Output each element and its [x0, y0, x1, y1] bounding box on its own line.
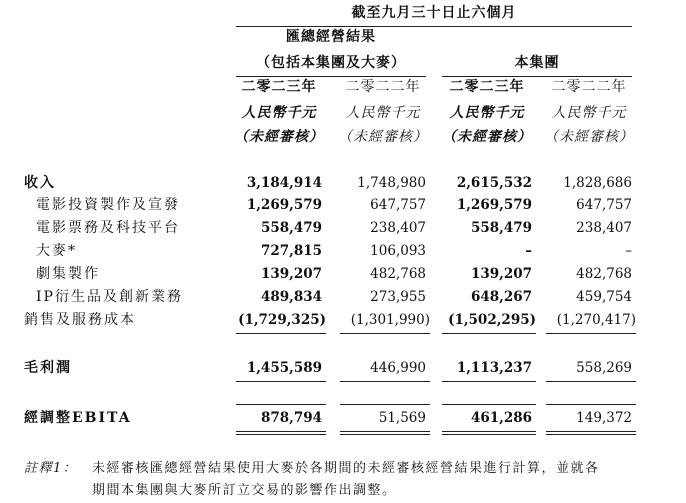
combined-title-underline	[236, 76, 426, 77]
row-drama-col1: 139,207	[260, 266, 322, 282]
row-ticketing-label: 電影票務及科技平台	[36, 220, 180, 236]
ebita-double-rule-col4-b	[546, 434, 636, 435]
row-ticketing-col4: 238,407	[576, 220, 632, 236]
ebita-double-rule-col2-a	[340, 431, 430, 432]
cost-underline-col1	[236, 333, 326, 334]
row-revenue-col3: 2,615,532	[456, 175, 532, 191]
gp-underline-col3	[442, 381, 536, 382]
ebita-double-rule-col3-a	[442, 431, 536, 432]
row-cost-label: 銷售及服務成本	[24, 312, 136, 328]
row-ticketing-col1: 558,479	[260, 220, 322, 236]
gp-underline-col4	[546, 381, 636, 382]
group-title: 本集團	[514, 55, 560, 71]
row-ebita-col2: 51,569	[378, 410, 426, 426]
row-cost-col2: (1,301,990)	[350, 312, 430, 328]
row-ip-col2: 273,955	[370, 289, 426, 305]
note-line-1: 未經審核匯總經營結果使用大麥於各期間的未經審核經營結果進行計算，並就各	[92, 461, 600, 476]
cost-underline-col4	[546, 333, 636, 334]
col1-year: 二零二三年	[241, 79, 317, 95]
note-line-2: 期間本集團與大麥所訂立交易的影響作出調整。	[92, 483, 397, 498]
col4-audit: （未經審核）	[544, 129, 634, 145]
period-underline	[236, 26, 632, 27]
row-cost-col4: (1,270,417)	[556, 312, 636, 328]
combined-results-title: 匯總經營結果	[286, 29, 376, 45]
row-revenue-col4: 1,828,686	[563, 175, 632, 191]
group-title-underline	[442, 76, 632, 77]
row-damai-col2: 106,093	[370, 243, 426, 259]
cost-underline-col3	[442, 333, 536, 334]
row-ip-col1: 489,834	[260, 289, 322, 305]
ebita-double-rule-col3-b	[442, 434, 536, 435]
cost-underline-col2	[340, 333, 430, 334]
row-damai-col3: –	[525, 243, 532, 259]
row-film-investment-col1: 1,269,579	[246, 197, 322, 213]
ebita-double-rule-col1-a	[236, 431, 326, 432]
ebita-overline-col1	[236, 404, 326, 405]
col3-audit: （未經審核）	[442, 129, 532, 145]
row-gross-profit-col1: 1,455,589	[246, 360, 322, 376]
row-film-investment-col4: 647,757	[576, 197, 632, 213]
row-film-investment-label: 電影投資製作及宣發	[36, 197, 180, 213]
row-ebita-label: 經調整EBITA	[24, 410, 132, 426]
row-ticketing-col3: 558,479	[470, 220, 532, 236]
row-ip-col4: 459,754	[576, 289, 632, 305]
col4-currency: 人民幣千元	[551, 105, 627, 121]
col4-year: 二零二二年	[551, 79, 627, 95]
row-ip-label: IP衍生品及創新業務	[36, 289, 183, 305]
note-marker: 註釋1：	[24, 461, 78, 476]
row-damai-label: 大麥*	[36, 243, 77, 259]
row-gross-profit-col4: 558,269	[576, 360, 632, 376]
row-drama-col2: 482,768	[370, 266, 426, 282]
col2-currency: 人民幣千元	[345, 105, 421, 121]
row-film-investment-col3: 1,269,579	[456, 197, 532, 213]
row-gross-profit-col2: 446,990	[370, 360, 426, 376]
col1-currency: 人民幣千元	[241, 105, 317, 121]
row-damai-col1: 727,815	[260, 243, 322, 259]
row-ebita-col3: 461,286	[470, 410, 532, 426]
row-ebita-col1: 878,794	[260, 410, 322, 426]
row-revenue-col1: 3,184,914	[246, 175, 322, 191]
row-drama-col4: 482,768	[576, 266, 632, 282]
row-drama-label: 劇集製作	[36, 266, 100, 282]
row-damai-col4: –	[625, 243, 632, 259]
row-cost-col3: (1,502,295)	[448, 312, 536, 328]
period-heading: 截至九月三十日止六個月	[351, 5, 517, 21]
col2-year: 二零二二年	[345, 79, 421, 95]
row-gross-profit-label: 毛利潤	[24, 360, 72, 376]
row-cost-col1: (1,729,325)	[238, 312, 326, 328]
ebita-overline-col2	[340, 404, 430, 405]
row-drama-col3: 139,207	[470, 266, 532, 282]
row-ticketing-col2: 238,407	[370, 220, 426, 236]
col3-year: 二零二三年	[449, 79, 525, 95]
ebita-overline-col3	[442, 404, 536, 405]
row-gross-profit-col3: 1,113,237	[456, 360, 532, 376]
gp-underline-col1	[236, 381, 326, 382]
col3-currency: 人民幣千元	[449, 105, 525, 121]
row-ip-col3: 648,267	[470, 289, 532, 305]
ebita-double-rule-col1-b	[236, 434, 326, 435]
gp-underline-col2	[340, 381, 430, 382]
row-film-investment-col2: 647,757	[370, 197, 426, 213]
row-revenue-col2: 1,748,980	[357, 175, 426, 191]
ebita-double-rule-col2-b	[340, 434, 430, 435]
col2-audit: （未經審核）	[338, 129, 428, 145]
row-revenue-label: 收入	[24, 175, 56, 191]
ebita-overline-col4	[546, 404, 636, 405]
ebita-double-rule-col4-a	[546, 431, 636, 432]
combined-results-subtitle: （包括本集團及大麥）	[256, 55, 406, 71]
row-ebita-col4: 149,372	[576, 410, 632, 426]
col1-audit: （未經審核）	[234, 129, 324, 145]
